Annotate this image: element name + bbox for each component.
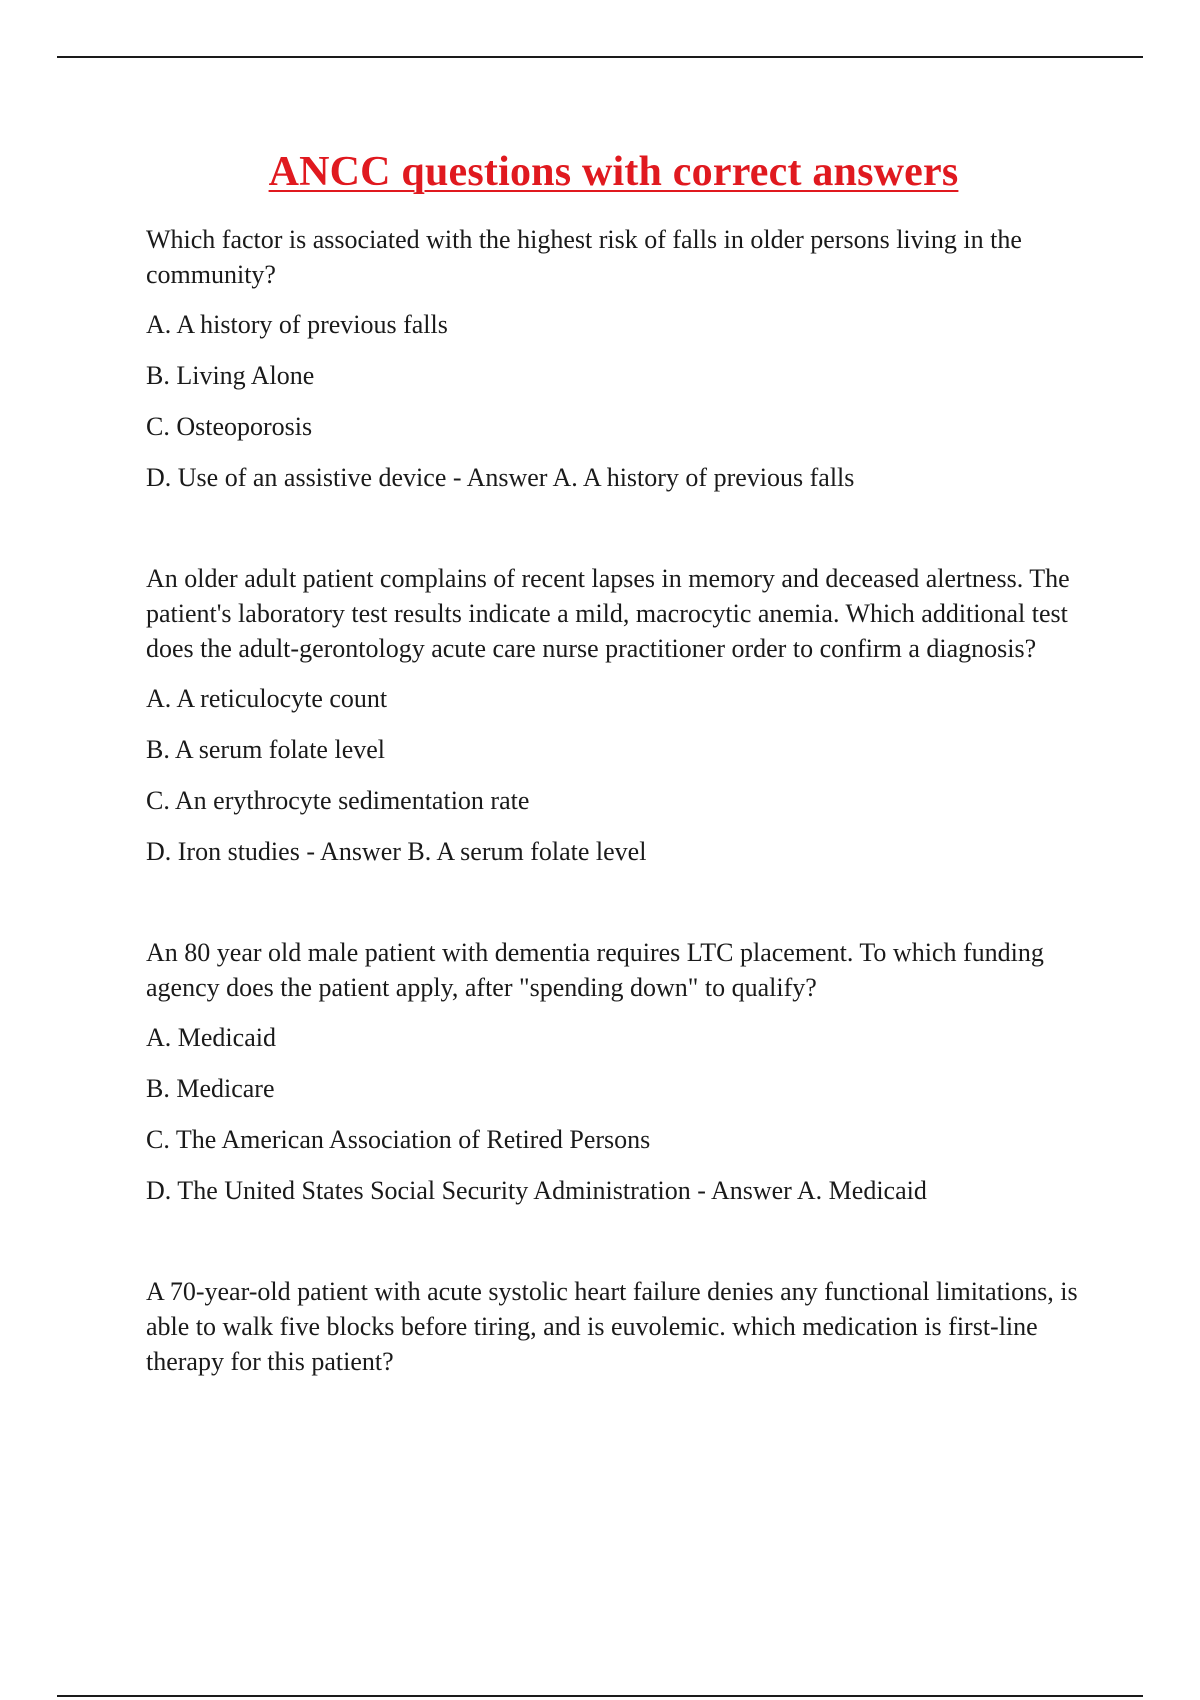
document-title: ANCC questions with correct answers	[268, 149, 959, 195]
bottom-rule	[57, 1695, 1143, 1697]
answer-option: A. Medicaid	[146, 1023, 276, 1052]
answer-option: D. The United States Social Security Administration - Answer A. Medicaid	[146, 1176, 927, 1205]
answer-option: B. Living Alone	[146, 361, 315, 390]
document-page	[146, 142, 1081, 1394]
answer-option: A. A reticulocyte count	[146, 684, 388, 713]
answer-option: C. The American Association of Retired Persons	[146, 1125, 651, 1154]
top-rule	[57, 56, 1143, 58]
answer-option: C. Osteoporosis	[146, 412, 313, 441]
question-text: A 70-year-old patient with acute systolic heart failure denies any functional limitations, is able to walk five blocks before tiring, and is euvolemic. which medication is first-line therapy for this patient?	[146, 1277, 1078, 1376]
answer-option: A. A history of previous falls	[146, 310, 448, 339]
answer-option: B. Medicare	[146, 1074, 275, 1103]
answer-option: D. Use of an assistive device - Answer A. A history of previous falls	[146, 463, 855, 492]
question-block-3	[146, 935, 1081, 1208]
answer-option: B. A serum folate level	[146, 735, 386, 764]
answer-option: D. Iron studies - Answer B. A serum folate level	[146, 837, 647, 866]
question-block-4	[146, 1274, 1081, 1379]
question-text: An 80 year old male patient with dementia requires LTC placement. To which funding agency does the patient apply, after "spending down" to qualify?	[146, 938, 1044, 1002]
question-text: Which factor is associated with the highest risk of falls in older persons living in the community?	[146, 225, 1022, 289]
answer-option: C. An erythrocyte sedimentation rate	[146, 786, 530, 815]
question-text: An older adult patient complains of recent lapses in memory and deceased alertness. The patient's laboratory test results indicate a mild, macrocytic anemia. Which additional test does the adult-gerontology acute care nurse practitioner order to confirm a diagnosis?	[146, 564, 1070, 663]
question-block-1	[146, 222, 1081, 495]
question-block-2	[146, 561, 1081, 869]
